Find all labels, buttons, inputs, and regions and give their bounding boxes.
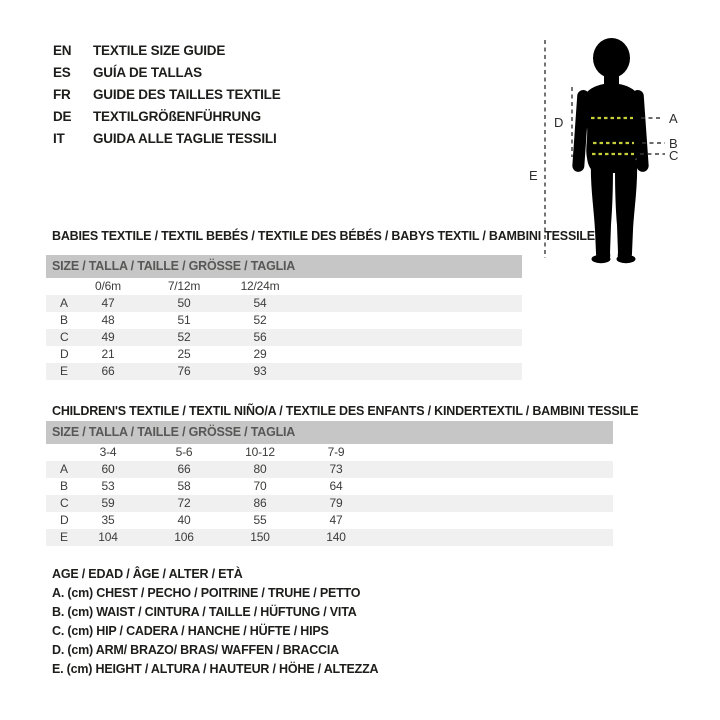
language-code: IT [53,131,65,146]
children-column-header-row [46,444,613,461]
figure-label-a: A [669,111,678,126]
value-cell: 140 [326,530,346,544]
value-cell: 104 [98,530,118,544]
legend-line: E. (cm) HEIGHT / ALTURA / HAUTEUR / HÖHE / ALTEZZA [52,662,379,676]
legend-line: C. (cm) HIP / CADERA / HANCHE / HÜFTE / HIPS [52,624,329,638]
value-cell: 72 [177,496,191,510]
row-label-cell: D [60,513,69,527]
language-row [53,62,281,84]
row-label-cell: A [60,462,68,476]
row-label-cell: B [60,313,68,327]
value-cell: 55 [253,513,267,527]
legend-line: A. (cm) CHEST / PECHO / POITRINE / TRUHE / PETTO [52,586,361,600]
value-cell: 76 [177,364,191,378]
table-row [46,363,522,380]
language-code: DE [53,109,72,124]
value-cell: 56 [253,330,267,344]
value-cell: 66 [101,364,115,378]
language-row [53,84,281,106]
figure-label-e: E [529,168,538,183]
value-cell: 86 [253,496,267,510]
column-header-empty-cell [46,278,70,295]
table-row [46,512,613,529]
column-header-empty-cell [46,444,70,461]
figure-label-d: D [554,115,564,130]
measurement-legend [52,565,378,679]
value-cell: 47 [101,296,115,310]
value-cell: 58 [177,479,191,493]
babies-size-header-bar: SIZE / TALLA / TAILLE / GRÖSSE / TAGLIA [46,255,522,278]
table-row [46,295,522,312]
value-cell: 52 [253,313,267,327]
value-cell: 64 [329,479,343,493]
column-header-cell: 12/24m [240,279,280,293]
column-header-cell: 5-6 [175,445,193,459]
value-cell: 73 [329,462,343,476]
column-header-cell: 7-9 [327,445,345,459]
table-row [46,329,522,346]
language-code: EN [53,43,72,58]
value-cell: 53 [101,479,115,493]
value-cell: 70 [253,479,267,493]
language-row [53,106,281,128]
value-cell: 59 [101,496,115,510]
row-label-cell: C [60,496,69,510]
figure-label-b: B [669,136,678,151]
children-section-title: CHILDREN'S TEXTILE / TEXTIL NIÑO/A / TEXTILE DES ENFANTS / KINDERTEXTIL / BAMBINI TESSILE [52,404,639,418]
column-header-cell: 0/6m [95,279,121,293]
value-cell: 29 [253,347,267,361]
children-size-header-bar: SIZE / TALLA / TAILLE / GRÖSSE / TAGLIA [46,421,613,444]
language-code: ES [53,65,71,80]
table-row [46,529,613,546]
column-header-cell: 7/12m [167,279,201,293]
children-size-table [46,421,613,546]
language-row [53,40,281,62]
value-cell: 50 [177,296,191,310]
value-cell: 54 [253,296,267,310]
language-title-list [53,40,281,150]
value-cell: 47 [329,513,343,527]
value-cell: 49 [101,330,115,344]
value-cell: 80 [253,462,267,476]
value-cell: 52 [177,330,191,344]
language-row [53,128,281,150]
language-title: TEXTILE SIZE GUIDE [93,43,226,58]
value-cell: 79 [329,496,343,510]
row-label-cell: A [60,296,68,310]
value-cell: 48 [101,313,115,327]
row-label-cell: D [60,347,69,361]
language-code: FR [53,87,71,102]
value-cell: 40 [177,513,191,527]
legend-line: AGE / EDAD / ÂGE / ALTER / ETÀ [52,567,243,581]
column-header-cell: 10-12 [245,445,275,459]
table-row [46,461,613,478]
language-title: GUIDA ALLE TAGLIE TESSILI [93,131,277,146]
language-title: GUÍA DE TALLAS [93,65,202,80]
figure-label-c: C [669,148,679,163]
table-row [46,312,522,329]
legend-line: B. (cm) WAIST / CINTURA / TAILLE / HÜFTUNG / VITA [52,605,357,619]
value-cell: 150 [250,530,270,544]
row-label-cell: E [60,364,68,378]
value-cell: 93 [253,364,267,378]
value-cell: 25 [177,347,191,361]
row-label-cell: B [60,479,68,493]
language-title: TEXTILGRÖßENFÜHRUNG [93,109,261,124]
value-cell: 66 [177,462,191,476]
value-cell: 60 [101,462,115,476]
table-row [46,478,613,495]
babies-column-header-row [46,278,522,295]
value-cell: 51 [177,313,191,327]
value-cell: 21 [101,347,115,361]
babies-size-table [46,255,522,380]
row-label-cell: E [60,530,68,544]
table-row [46,495,613,512]
value-cell: 35 [101,513,115,527]
table-row [46,346,522,363]
babies-section-title: BABIES TEXTILE / TEXTIL BEBÉS / TEXTILE DES BÉBÉS / BABYS TEXTIL / BAMBINI TESSILE [52,229,595,243]
column-header-cell: 3-4 [99,445,117,459]
row-label-cell: C [60,330,69,344]
legend-line: D. (cm) ARM/ BRAZO/ BRAS/ WAFFEN / BRACCIA [52,643,339,657]
language-title: GUIDE DES TAILLES TEXTILE [93,87,281,102]
value-cell: 106 [174,530,194,544]
